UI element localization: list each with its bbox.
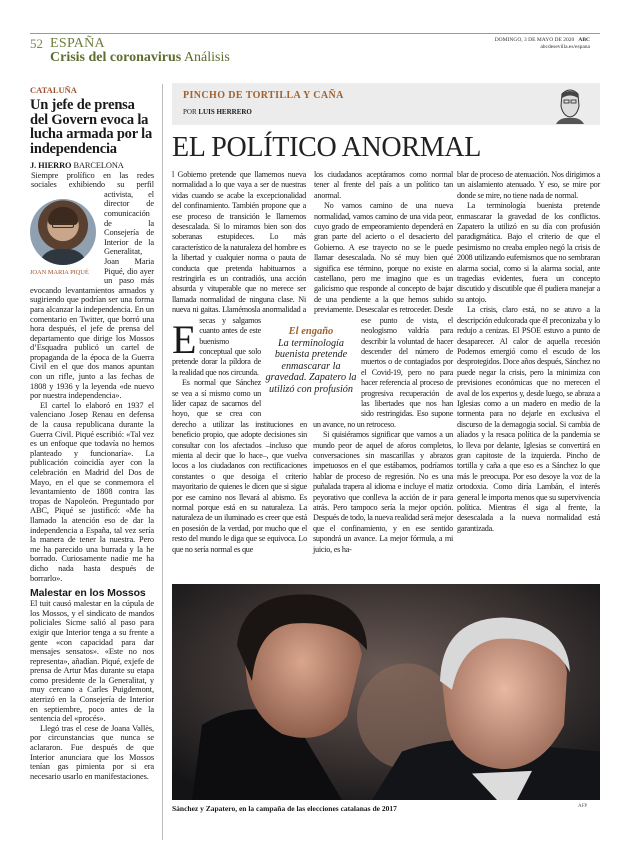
section-url[interactable]: abcdesevilla.es/espana bbox=[540, 44, 590, 50]
article-paragraph: Es normal que Sánchez se vea a sí mismo como un líder capaz de sacarnos del hoyo, que se crea con derecho a utilizar las instituciones en beneficio propio, que adopte decisiones sin consultar con los afectados –incluso que mienta al decir que lo hace–, que vuelva locos a los ciudadanos con rectificaciones constantes o que desoiga el criterio mayoritario de quienes le dicen que si sigue por ese camino nos llevará al abismo. Es normal porque está en su naturaleza. La naturaleza de un iluminado es creer que está en posesión de la verdad, por mucho que el resto del mundo le diga que se equivoca. Lo que no sería normal es que bbox=[172, 378, 307, 554]
page-number: 52 bbox=[30, 36, 43, 51]
article-paragraph: blar de proceso de atenuación. Nos dirigimos a un aislamiento atenuado. Y eso, se mire por donde se mire, no tiene nada de normal. bbox=[457, 170, 600, 200]
topic: Crisis del coronavirus bbox=[50, 50, 182, 65]
side-byline bbox=[30, 161, 154, 171]
portrait-image bbox=[30, 199, 96, 265]
dateline bbox=[495, 37, 590, 51]
side-paragraph: El cartel lo elaboró en 1937 el valenciano Josep Renau en defensa de la causa republicana durante la Guerra Civil. Piqué escribió: «Tal vez es un enfoque que todavía no hemos planteado y funcionaría». La publicación coincidía ayer con la celebración en Madrid del Dos de Mayo, en el que se conmemora el levantamiento de 1808 contra las tropas de Napoleón. Preguntado por ABC, Piqué se justificó: «Me ha llamado la atención eso de dar la independencia a España, tal vez sería la manera de tener la nuestra. Pero me ha parecido una burrada y la he borrado. Curiosamente nadie me ha dicho nada hasta después de borrarlo». bbox=[30, 400, 154, 583]
side-paragraph: Siempre prolífico en las redes sociales exhibiendo su perfil activista, el director de comunicación de la Consejería de Interior de la Generalitat, Joan Maria Piqué, dio ayer un paso más evocando levantamientos armados y sugiriendo que podrían ser una forma para alcanzar la independencia. En un comentario en Twitter, que borró una hora después, el jefe de prensa del departamento que dirige los Mossos d’Esquadra publicó un cartel de propaganda de la época de la Guerra Civil en el que dos manos apuntan con un rifle, junto a las fechas de 1808 y 1936 y la leyenda «de nuevo por nuestra independencia». bbox=[30, 170, 154, 401]
article-paragraph: La terminología buenista pretende enmascarar la gravedad de los conflictos. Zapatero la utilizó en su día con profusión paradigmática. Bajo el criterio de que el pesimismo no creaba empleo negó la crisis de 2008 utilizando eufemismos que no sembraran alarma social, como si la alarma social, ante tragedias evidentes, fuera un concepto discutido y discutible que él pudiera manejar a su antojo. bbox=[457, 201, 600, 304]
side-story bbox=[30, 85, 154, 781]
photo-caption: Sánchez y Zapatero, en la campaña de las elecciones catalanas de 2017 bbox=[172, 804, 397, 813]
section-topic bbox=[50, 50, 230, 66]
article-paragraph: los ciudadanos aceptáramos como normal tener al frente del país a un político tan anormal. bbox=[314, 170, 453, 200]
side-paragraph: El tuit causó malestar en la cúpula de los Mossos, y el sindicato de mandos policiales Sicme salió al paso para exigir que Interior tenga a su frente a gente «con capacidad para dar mensajes sensatos». «Este no nos representa», añadían. Piqué, exjefe de prensa de Artur Mas durante su etapa como presidente de la Generalitat, y muy cercano a Carles Puigdemont, aterrizó en la Consejería de Interior en septiembre, poco antes de la sentencia del «procés». bbox=[30, 599, 154, 724]
section-name: ESPAÑA bbox=[50, 36, 105, 51]
article-paragraph: La crisis, claro está, no se atuvo a la descripción edulcorada que él preconizaba y lo redujo a cenizas. El PSOE estuvo a punto de desaparecer. Al calor de aquella recesión Podemos emergió como el escudo de los desprotegidos. Doce años después, Sánchez no puede negar la crisis, pero la minimiza con previsiones económicas que no merecen el aval de los expertos y, desde luego, se abraza a Iglesias como a un madero en medio de la tormenta para no dejarle en exclusiva el discurso de la demagogia social. Si cambia de aliados y la resaca política de la pandemia se lo lleva por delante, Iglesias se convertirá en gran capitoste de la izquierda. Pincho de tortilla y caña a que eso es a Sánchez lo que más le preocupa. Por eso desoye la voz de la ortodoxia. Como diría Lambán, el interés general le importa menos que su supervivencia política. Mientras él siga al frente, la desescalada a la nueva normalidad está garantizada. bbox=[457, 305, 600, 533]
drop-cap: E bbox=[172, 317, 197, 362]
byline-place: BARCELONA bbox=[73, 161, 124, 170]
side-kicker: CATALUÑA bbox=[30, 85, 77, 95]
author-sketch-icon bbox=[550, 84, 590, 124]
side-paragraph: Llegó tras el cese de Joana Vallès, por circunstancias que nunca se aclararon. Fue después de que Interior anunciara que los Mossos tenían gas pimienta por si era necesario usarlo en manifestaciones. bbox=[30, 723, 154, 781]
side-story-body bbox=[30, 161, 154, 781]
column-author: LUIS HERRERO bbox=[198, 108, 252, 116]
by-prefix: POR bbox=[183, 108, 197, 116]
article-photo bbox=[172, 584, 600, 800]
article-column-3 bbox=[457, 170, 600, 534]
column-byline bbox=[183, 108, 252, 116]
article-paragraph: No vamos camino de una nueva normalidad, vamos camino de una vida peor, cuyo grado de empeoramiento dependerá en gran parte del acierto o el desacierto del Gobierno. A ese trayecto no se le puede llamar desescalada. No sé muy bien qué significa ese término, porque no existe en castellano, pero me imagino que es un galicismo que responde al concepto de bajar de una pendiente a la que hemos subido previamente. Desescalar es retroceder. Desde ese punto de vista, el neologismo valdría para describir la voluntad de hacer descender del número de muertos o de contagiados por el Covid-19, pero no para hacer referencia al proceso de progresiva recuperación de las libertades que nos han sido restringidas. Eso supone un avance, no un retroceso. bbox=[313, 201, 453, 429]
subtopic: Análisis bbox=[183, 50, 230, 65]
article-paragraph: Si quisiéramos significar que vamos a un mundo peor de aquel de aforos completos, conversaciones sin mascarillas y abrazos impetuosos en el que estábamos, podríamos hablar de proceso de regresión. No es una puñalada trapera al idioma e incluye el matiz peyorativo que conlleva la acción de ir para atrás. Pero tampoco sería la mejor opción. Después de todo, la nueva realidad será mejor que el confinamiento, y en ese sentido supondrá un avance. La mejor fórmula, a mi juicio, es ha- bbox=[313, 430, 453, 554]
photo-image bbox=[172, 584, 600, 800]
side-headline: Un jefe de prensa del Govern evoca la lucha armada por la independencia bbox=[30, 97, 153, 157]
byline-author: J. HIERRO bbox=[30, 161, 72, 170]
pull-quote-text: La terminología buenista pretende enmascarar la gravedad. Zapatero la utilizó con profusión bbox=[265, 337, 357, 395]
side-subhead: Malestar en los Mossos bbox=[30, 587, 146, 600]
photo-credit: AFP bbox=[578, 804, 588, 809]
column-divider bbox=[162, 84, 163, 840]
pull-quote-kicker: El engaño bbox=[288, 326, 334, 337]
pull-quote bbox=[265, 326, 357, 396]
brand: ABC bbox=[578, 37, 590, 43]
header-rule bbox=[30, 33, 600, 34]
article-title: EL POLÍTICO ANORMAL bbox=[172, 132, 482, 163]
column-name: PINCHO DE TORTILLA Y CAÑA bbox=[183, 90, 344, 101]
date: DOMINGO, 3 DE MAYO DE 2020 bbox=[494, 37, 575, 43]
portrait-caption: JOAN MARIA PIQUÉ bbox=[30, 268, 89, 276]
portrait-photo bbox=[30, 199, 100, 285]
article-paragraph: l Gobierno pretende que llamemos nueva normalidad a lo que vaya a ser de nuestras vidas cuando se acabe la excepcionalidad del confinamiento. También propone que a ese proceso de transición le llamemos desescalada. Si lo miramos bien son dos soberanas estupideces. Lo más característico de la naturaleza del hombre es la libertad y cualquier norma o pauta de conducta que pretenda habituarnos a restringirla es un contradiós, una acción absurda y vituperable que no merece ser llamada normalidad de ninguna clase. Ni nueva ni gaitas. Llamémosla anormalidad a secas y salgamos cuanto antes de este buenismo conceptual que solo pretende dorar la píldora de la realidad que nos circunda. bbox=[172, 170, 306, 377]
